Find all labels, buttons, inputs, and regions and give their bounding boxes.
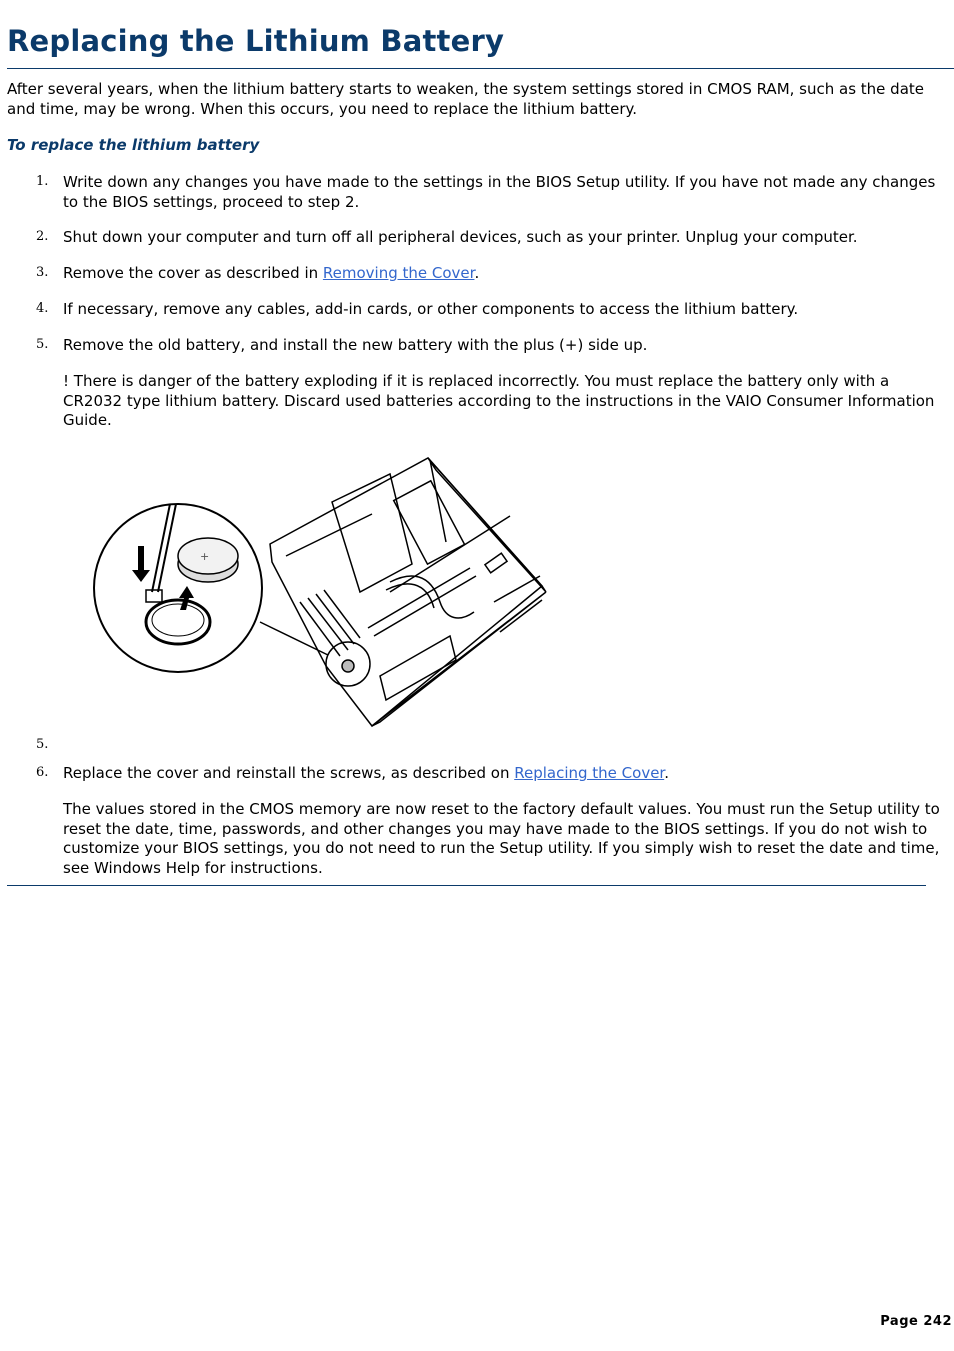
- battery-replacement-illustration: [90, 452, 552, 730]
- svg-text:+: +: [200, 550, 210, 563]
- cmos-reset-note: The values stored in the CMOS memory are now reset to the factory default values. You must run the Setup utility to reset the date, time, passwords, and other changes you may have made to the BIOS settings. If you do not wish to customize your BIOS settings, you do not need to run the Setup utility. If you simply wish to reset the date and time, see Windows Help for instructions.: [63, 800, 940, 877]
- step-number: 1.: [36, 174, 49, 189]
- step-text: Remove the cover as described in Removing the Cover.: [63, 264, 480, 282]
- removing-cover-link[interactable]: Removing the Cover: [322, 264, 475, 282]
- magnifier-circle: [94, 504, 262, 672]
- step-text: Write down any changes you have made to the settings in the BIOS Setup utility. If you have not made any changes to the BIOS settings, proceed to step 2.: [63, 173, 936, 211]
- step-number: 5.: [36, 337, 49, 352]
- page-title: Replacing the Lithium Battery: [7, 24, 505, 58]
- step-text: Shut down your computer and turn off all peripheral devices, such as your printer. Unplug your computer.: [63, 228, 858, 246]
- step-text: If necessary, remove any cables, add-in cards, or other components to access the lithium battery.: [63, 300, 799, 318]
- step-text: Remove the old battery, and install the new battery with the plus (+) side up.: [63, 336, 648, 354]
- step-number: 5.: [36, 737, 49, 752]
- replacing-cover-link[interactable]: Replacing the Cover: [514, 764, 665, 782]
- step-number: 6.: [36, 765, 49, 780]
- bottom-divider: [7, 885, 926, 886]
- step-number: 4.: [36, 301, 49, 316]
- title-divider: [7, 68, 954, 69]
- intro-paragraph: After several years, when the lithium battery starts to weaken, the system settings stored in CMOS RAM, such as the date and time, may be wrong. When this occurs, you need to replace the lithium battery.: [7, 80, 924, 118]
- battery-warning-note: ! There is danger of the battery exploding if it is replaced incorrectly. You must replace the battery only with a CR2032 type lithium battery. Discard used batteries according to the instructions in the VAIO Consumer Information Guide.: [63, 372, 935, 429]
- computer-chassis: [270, 458, 546, 726]
- step-number: 3.: [36, 265, 49, 280]
- page-number: Page 242: [880, 1314, 952, 1329]
- step-number: 2.: [36, 229, 49, 244]
- procedure-heading: To replace the lithium battery: [7, 136, 260, 154]
- step-text: Replace the cover and reinstall the screws, as described on Replacing the Cover.: [63, 764, 669, 782]
